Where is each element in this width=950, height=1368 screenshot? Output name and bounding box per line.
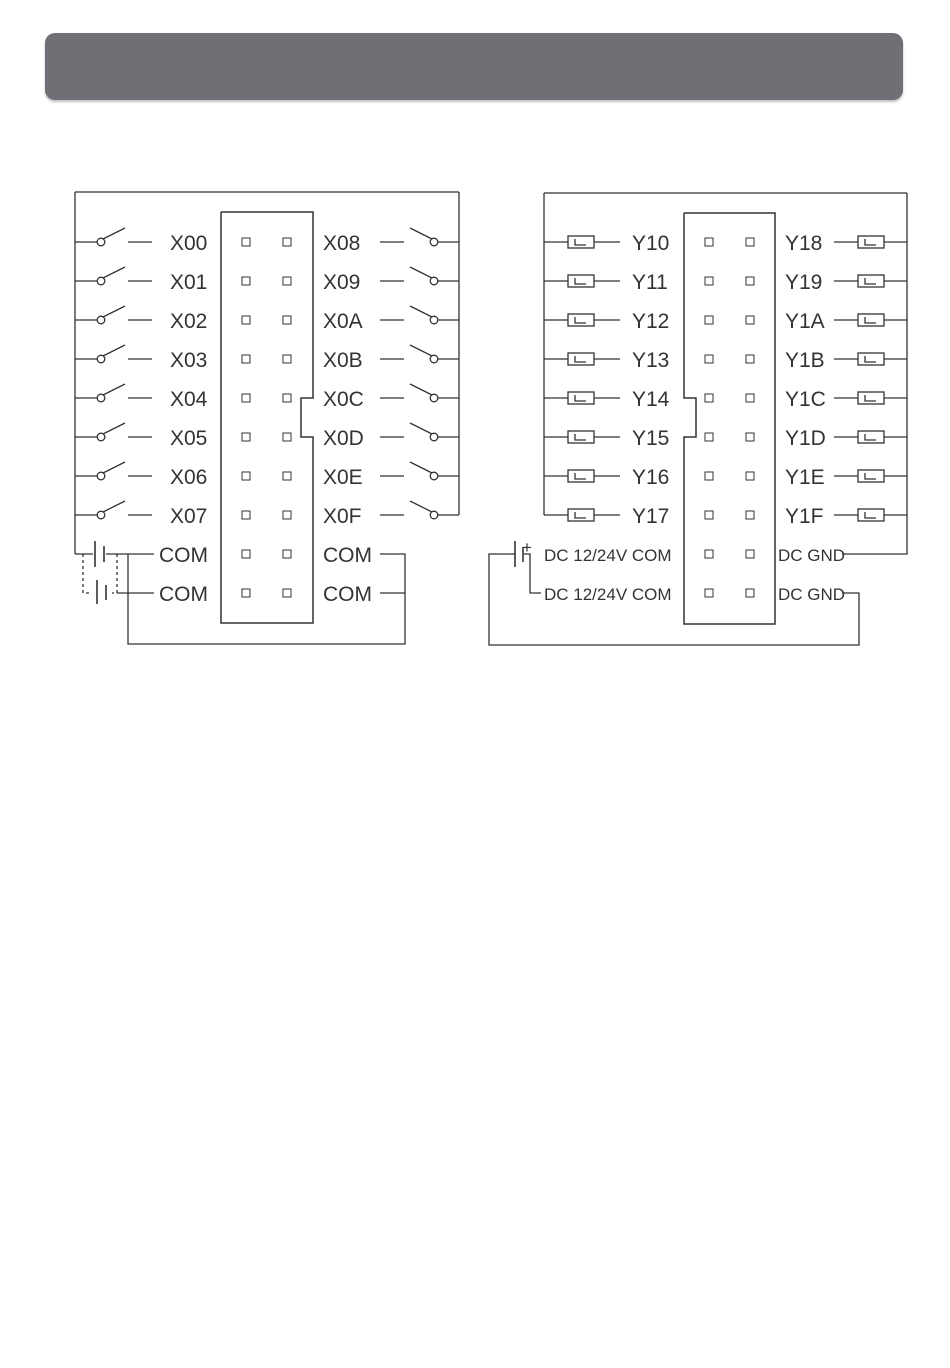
connector-pin [242, 433, 250, 441]
connector-pin [746, 589, 754, 597]
output-label: Y1F [785, 505, 824, 528]
switch-lever-icon [103, 345, 125, 356]
output-label: Y1E [785, 466, 825, 489]
connector-pin [283, 511, 291, 519]
connector-pin [283, 277, 291, 285]
connector-pin [242, 511, 250, 519]
output-label: Y13 [632, 349, 670, 372]
switch-lever-icon [103, 501, 125, 512]
load-icon [568, 353, 594, 365]
connector-pin [746, 511, 754, 519]
switch-contact-icon [430, 316, 438, 324]
connector-pin [705, 355, 713, 363]
load-icon [568, 392, 594, 404]
load-icon [858, 431, 884, 443]
connector-pin [705, 511, 713, 519]
switch-contact-icon [430, 277, 438, 285]
connector-pin [746, 433, 754, 441]
switch-lever-icon [410, 462, 432, 473]
output-label: Y1B [785, 349, 825, 372]
switch-lever-icon [103, 384, 125, 395]
load-mark [865, 317, 876, 323]
connector-pin [705, 550, 713, 558]
connector-pin [283, 472, 291, 480]
switch-lever-icon [410, 384, 432, 395]
connector-pin [705, 589, 713, 597]
input-label: X04 [170, 388, 208, 411]
switch-lever-icon [103, 267, 125, 278]
connector-pin [746, 355, 754, 363]
load-mark [575, 512, 586, 518]
switch-lever-icon [410, 345, 432, 356]
connector-pin [242, 550, 250, 558]
load-icon [858, 314, 884, 326]
com-label: COM [323, 583, 372, 606]
dc-gnd-label: DC GND [778, 546, 846, 565]
input-label: X0F [323, 505, 362, 528]
connector-pin [746, 550, 754, 558]
load-icon [568, 275, 594, 287]
output-label: Y11 [632, 271, 668, 294]
output-label: Y1C [785, 388, 826, 411]
connector-pin [242, 589, 250, 597]
output-label: Y16 [632, 466, 670, 489]
load-mark [865, 473, 876, 479]
output-label: Y12 [632, 310, 670, 333]
input-label: X07 [170, 505, 208, 528]
input-label: X05 [170, 427, 208, 450]
connector-pin [705, 316, 713, 324]
input-label: X06 [170, 466, 208, 489]
load-mark [575, 434, 586, 440]
connector-pin [705, 394, 713, 402]
switch-contact-icon [430, 472, 438, 480]
switch-lever-icon [410, 423, 432, 434]
connector-pin [746, 394, 754, 402]
switch-lever-icon [103, 423, 125, 434]
load-icon [858, 353, 884, 365]
switch-lever-icon [410, 306, 432, 317]
connector-pin [746, 238, 754, 246]
input-label: X09 [323, 271, 361, 294]
load-mark [865, 239, 876, 245]
output-label: Y1A [785, 310, 825, 333]
load-icon [858, 392, 884, 404]
connector-body [684, 213, 775, 624]
frame-line [842, 193, 907, 554]
connector-pin [242, 238, 250, 246]
load-icon [858, 509, 884, 521]
switch-contact-icon [430, 394, 438, 402]
switch-lever-icon [410, 267, 432, 278]
load-mark [575, 278, 586, 284]
input-label: X0C [323, 388, 364, 411]
input-label: X00 [170, 232, 208, 255]
input-label: X0A [323, 310, 363, 333]
load-mark [865, 512, 876, 518]
output-label: Y17 [632, 505, 670, 528]
dc-gnd-label: DC GND [778, 585, 846, 604]
input-label: X0B [323, 349, 363, 372]
load-mark [865, 434, 876, 440]
connector-pin [746, 316, 754, 324]
load-icon [858, 236, 884, 248]
connector-pin [283, 394, 291, 402]
load-mark [865, 395, 876, 401]
connector-pin [705, 277, 713, 285]
output-label: Y19 [785, 271, 823, 294]
load-mark [575, 395, 586, 401]
com-label: COM [159, 583, 208, 606]
connector-pin [283, 238, 291, 246]
output-label: Y15 [632, 427, 670, 450]
dc-com-label: DC 12/24V COM [544, 585, 672, 604]
switch-contact-icon [430, 238, 438, 246]
connector-body [221, 212, 313, 623]
connector-pin [705, 472, 713, 480]
output-label: Y1D [785, 427, 826, 450]
connector-pin [283, 316, 291, 324]
switch-lever-icon [410, 228, 432, 239]
connector-pin [705, 433, 713, 441]
dc-com-label: DC 12/24V COM [544, 546, 672, 565]
connector-pin [242, 355, 250, 363]
dc-com-wire [524, 554, 541, 593]
input-label: X0E [323, 466, 363, 489]
connector-pin [705, 238, 713, 246]
input-label: X03 [170, 349, 208, 372]
connector-pin [242, 316, 250, 324]
load-icon [568, 236, 594, 248]
load-mark [575, 317, 586, 323]
switch-contact-icon [430, 511, 438, 519]
input-label: X01 [170, 271, 208, 294]
input-label: X0D [323, 427, 364, 450]
switch-lever-icon [103, 228, 125, 239]
switch-lever-icon [103, 306, 125, 317]
output-label: Y10 [632, 232, 670, 255]
load-icon [568, 470, 594, 482]
load-icon [568, 431, 594, 443]
connector-pin [283, 433, 291, 441]
input-wiring-diagram [75, 192, 459, 644]
load-icon [568, 314, 594, 326]
alt-battery-wire [112, 554, 117, 593]
load-mark [575, 356, 586, 362]
output-label: Y18 [785, 232, 823, 255]
load-mark [865, 356, 876, 362]
output-label: Y14 [632, 388, 670, 411]
load-mark [865, 278, 876, 284]
load-icon [858, 470, 884, 482]
connector-pin [746, 472, 754, 480]
battery-plus-label: + [522, 538, 532, 557]
switch-lever-icon [410, 501, 432, 512]
load-mark [575, 239, 586, 245]
output-wiring-diagram [489, 193, 907, 645]
load-mark [575, 473, 586, 479]
switch-contact-icon [430, 355, 438, 363]
connector-pin [746, 277, 754, 285]
com-label: COM [159, 544, 208, 567]
input-label: X08 [323, 232, 361, 255]
switch-lever-icon [103, 462, 125, 473]
load-icon [568, 509, 594, 521]
connector-pin [242, 472, 250, 480]
alt-battery-wire [83, 554, 92, 593]
connector-pin [283, 589, 291, 597]
connector-pin [283, 550, 291, 558]
connector-pin [283, 355, 291, 363]
input-label: X02 [170, 310, 208, 333]
connector-pin [242, 394, 250, 402]
switch-contact-icon [430, 433, 438, 441]
com-label: COM [323, 544, 372, 567]
load-icon [858, 275, 884, 287]
connector-pin [242, 277, 250, 285]
